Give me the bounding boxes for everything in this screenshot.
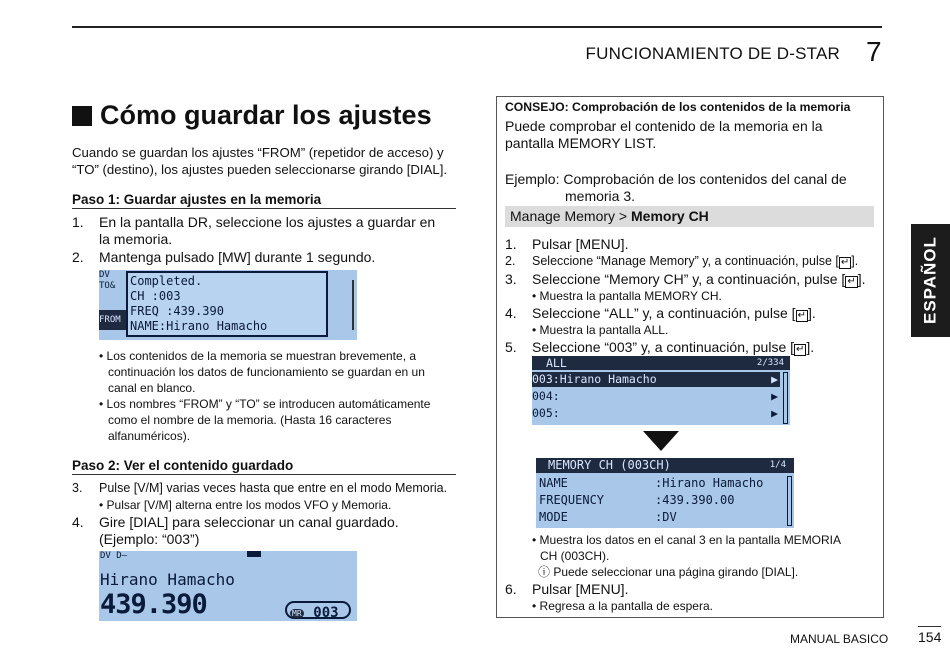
- list-item-cont: la memoria.: [99, 231, 173, 247]
- square-bullet-icon: [72, 106, 92, 126]
- list-item: 003:Hirano Hamacho ▶: [532, 372, 778, 386]
- lcd-frequency: 439.390: [100, 589, 207, 620]
- tip-step: 6. Pulsar [MENU].: [505, 581, 629, 597]
- step1-notes: • Los contenidos de la memoria se muestran brevemente, a continuación los datos de funcionamiento se guardan en un canal en blanco. • Los nombres “FROM” y “TO” se introducen automáticamente como el nombre de la memoria. (Hasta 16 caracteres alfanuméricos).: [99, 349, 431, 443]
- lcd-dv-label: DV: [99, 270, 110, 280]
- down-arrow-icon: [643, 431, 679, 451]
- lcd-scrollbar: [352, 280, 354, 330]
- tip-text: Puede comprobar el contenido de la memoria en la pantalla MEMORY LIST.: [505, 118, 823, 151]
- return-icon: ↵: [847, 276, 856, 287]
- tip-example: Ejemplo: Comprobación de los contenidos del canal de memoria 3.: [505, 171, 847, 204]
- lcd-mode-label: DV D–: [100, 551, 128, 561]
- tip-step: 3. Seleccione “Memory CH” y, a continuación, pulse [ ↵ ].: [505, 271, 866, 287]
- chapter-number: 7: [866, 36, 882, 67]
- tip-title: CONSEJO: Comprobación de los contenidos de la memoria: [505, 100, 851, 114]
- tip-step: 1. Pulsar [MENU].: [505, 236, 629, 252]
- page-title: Cómo guardar los ajustes: [72, 100, 432, 131]
- lcd-to-label: TO&: [99, 281, 116, 291]
- tip-step: 4. Seleccione “ALL” y, a continuación, pulse [ ↵ ].: [505, 305, 816, 321]
- lcd-mch-header: MEMORY CH (003CH) 1/4: [536, 458, 794, 473]
- return-icon: ↵: [797, 310, 806, 321]
- signal-icon: [247, 551, 261, 557]
- lcd-memory-ch: [536, 458, 794, 528]
- lcd-scrollbar: [783, 372, 788, 424]
- lcd-all-header: ALL 2/334: [532, 356, 790, 370]
- list-item: 2. Mantenga pulsado [MW] durante 1 segundo.: [72, 249, 376, 265]
- tip-step: 2. Seleccione “Manage Memory” y, a continuación, pulse [ ↵ ].: [505, 254, 859, 268]
- return-icon: ↵: [840, 257, 850, 268]
- return-icon: ↵: [796, 344, 805, 355]
- lcd-name: Hirano Hamacho: [100, 570, 235, 589]
- lcd-all-list: [532, 356, 790, 425]
- tip-notes: • Muestra los datos en el canal 3 en la pantalla MEMORIA CH (003CH). ⓘ Puede seleccionar una página girando [DIAL].: [532, 533, 842, 579]
- page-number: 154: [918, 626, 941, 645]
- lcd-popup: Completed. CH :003 FREQ :439.390 NAME:Hirano Hamacho: [126, 271, 328, 337]
- lcd-from-label: FROM: [99, 310, 127, 330]
- top-rule: [72, 26, 882, 28]
- lcd-scrollbar: [787, 476, 792, 526]
- lcd-mch-rows: NAME :Hirano Hamacho FREQUENCY :439.390.00 MODE :DV: [539, 476, 764, 524]
- lcd-standby: [99, 551, 357, 621]
- tip-note: • Muestra la pantalla ALL.: [532, 323, 669, 337]
- tip-note: • Muestra la pantalla MEMORY CH.: [532, 289, 722, 303]
- list-item: 1. En la pantalla DR, seleccione los ajustes a guardar en: [72, 214, 436, 230]
- step2-heading: Paso 2: Ver el contenido guardado: [72, 458, 456, 475]
- language-tab-label: ESPAÑOL: [920, 236, 940, 325]
- memory-channel-badge: MR 003: [285, 601, 351, 619]
- step2-note: • Pulsar [V/M] alterna entre los modos VFO y Memoria.: [99, 498, 392, 512]
- lcd-completed: [99, 270, 357, 340]
- tip-note: • Regresa a la pantalla de espera.: [532, 599, 713, 613]
- list-item: 4. Gire [DIAL] para seleccionar un canal guardado.: [72, 514, 399, 530]
- intro-text: Cuando se guardan los ajustes “FROM” (repetidor de acceso) y “TO” (destino), los ajustes pueden seleccionarse girando [DIAL].: [72, 145, 448, 177]
- menu-path: Manage Memory > Memory CH: [505, 206, 874, 227]
- footer-manual: MANUAL BASICO: [790, 632, 889, 646]
- section-header: FUNCIONAMIENTO DE D-STAR: [585, 44, 840, 63]
- list-item: 005: ▶: [532, 406, 778, 420]
- list-item: 004: ▶: [532, 389, 778, 403]
- list-item: 3. Pulse [V/M] varias veces hasta que entre en el modo Memoria.: [72, 481, 448, 495]
- tip-step: 5. Seleccione “003” y, a continuación, pulse [ ↵ ].: [505, 339, 815, 355]
- list-item-cont: (Ejemplo: “003”): [99, 531, 200, 547]
- step1-heading: Paso 1: Guardar ajustes en la memoria: [72, 192, 456, 209]
